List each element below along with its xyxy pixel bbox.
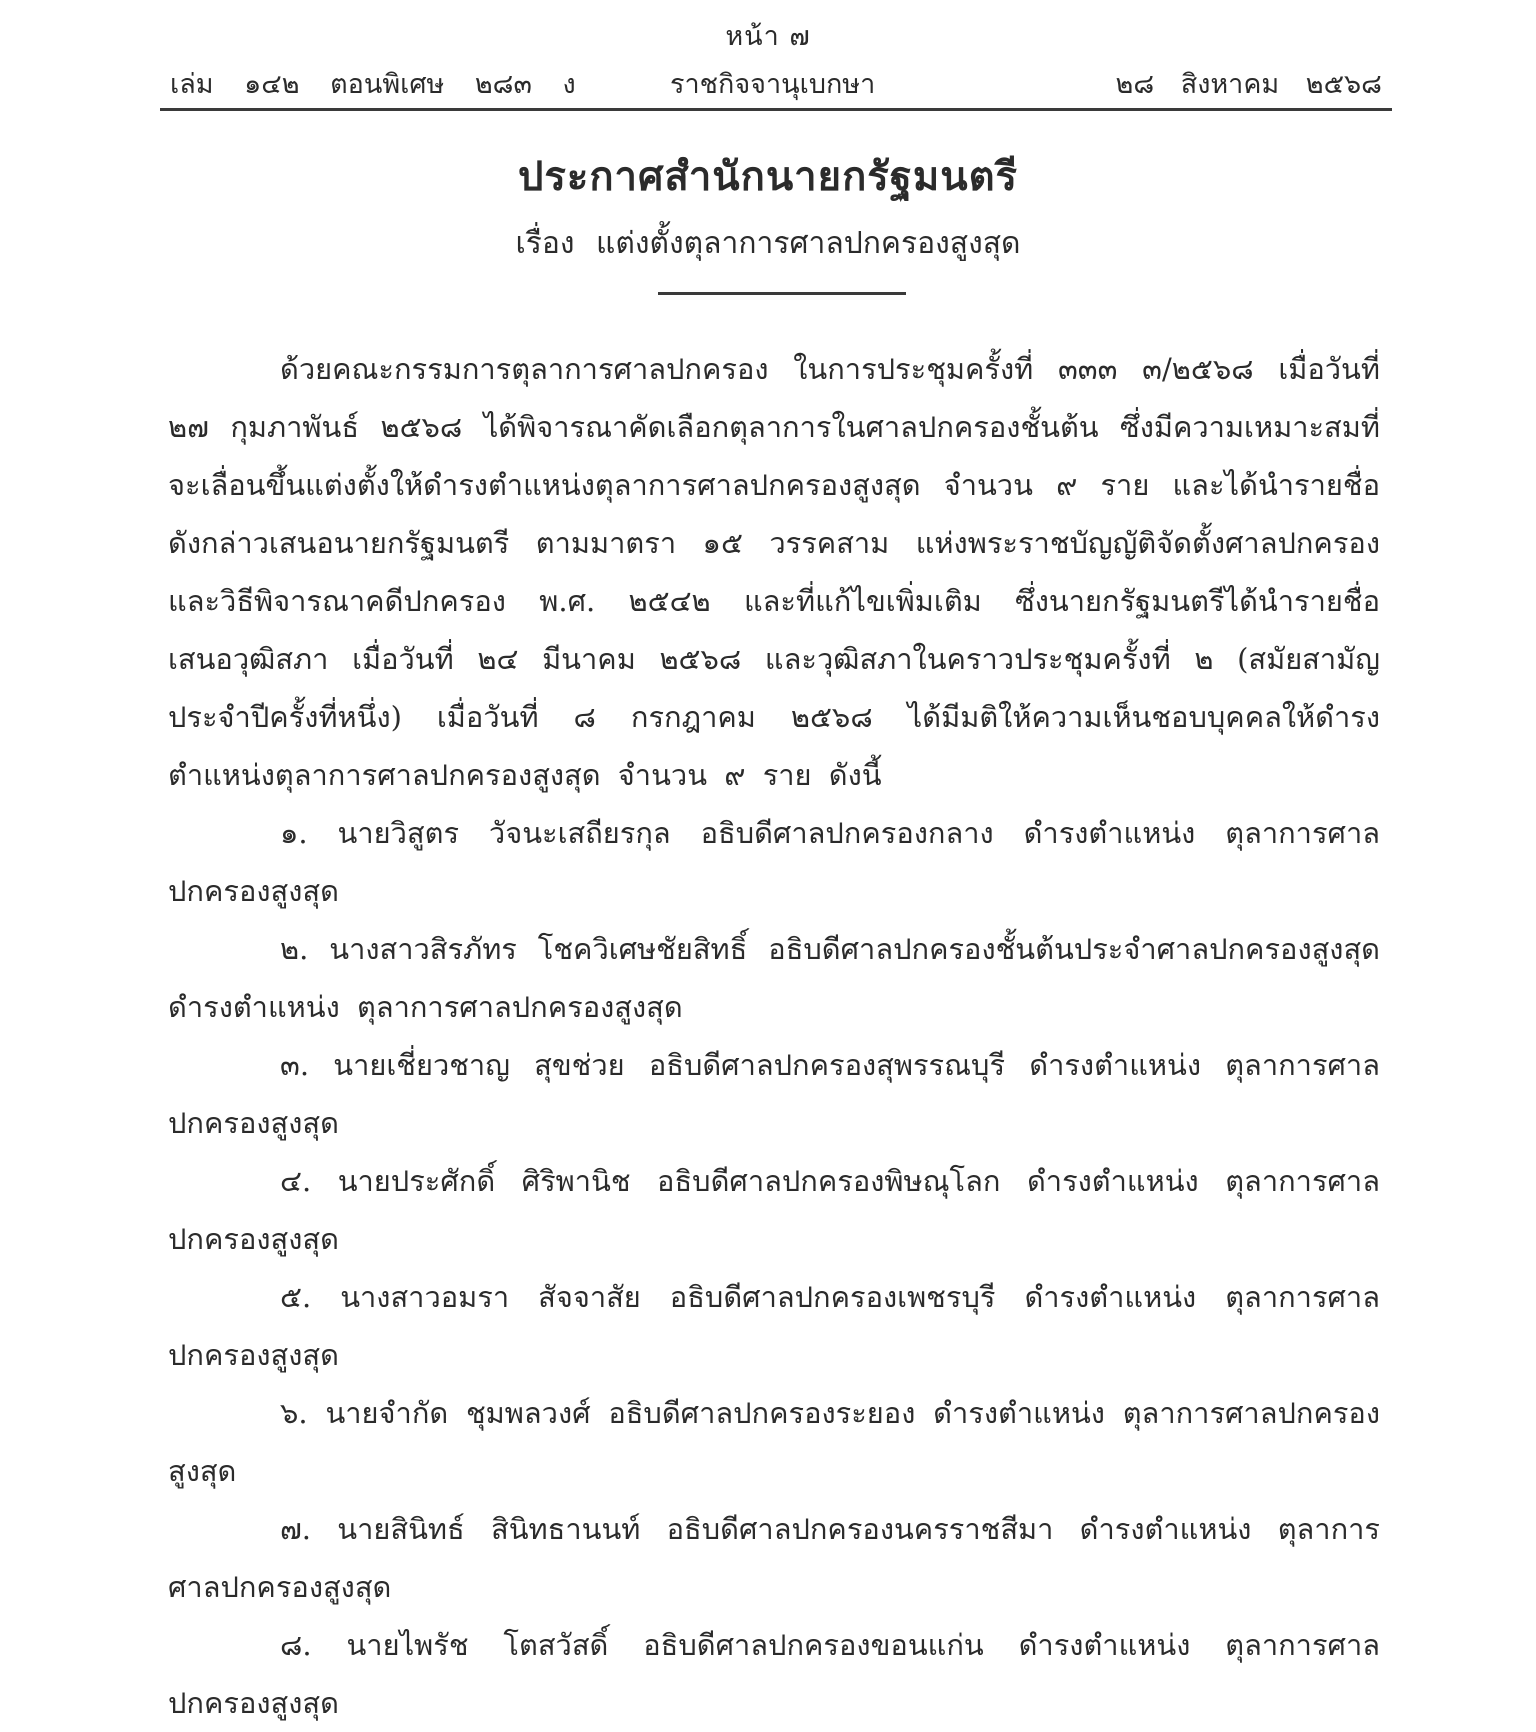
item-number: ๑. xyxy=(280,816,308,850)
item-number: ๒. xyxy=(280,932,309,966)
item-number: ๔. xyxy=(280,1164,312,1198)
announcement-body xyxy=(168,340,1380,1732)
item-text: นายไพรัช โตสวัสดิ์ อธิบดีศาลปกครองขอนแก่น ดำรงตำแหน่ง ตุลาการศาลปกครองสูงสุด xyxy=(168,1628,1381,1720)
intro-paragraph: ด้วยคณะกรรมการตุลาการศาลปกครอง ในการประชุมครั้งที่ ๓๓๓ ๓/๒๕๖๘ เมื่อวันที่ ๒๗ กุมภาพันธ์ ๒๕๖๘ ได้พิจารณาคัดเลือกตุลาการในศาลปกครองชั้นต้น ซึ่งมีความเหมาะสมที่จะเลื่อนขึ้นแต่งตั้งให้ดำรงตำแหน่งตุลาการศาลปกครองสูงสุด จำนวน ๙ ราย และได้นำรายชื่อดังกล่าวเสนอนายกรัฐมนตรี ตามมาตรา ๑๕ วรรคสาม แห่งพระราชบัญญัติจัดตั้งศาลปกครองและวิธีพิจารณาคดีปกครอง พ.ศ. ๒๕๔๒ และที่แก้ไขเพิ่มเติม ซึ่งนายกรัฐมนตรีได้นำรายชื่อเสนอวุฒิสภา เมื่อวันที่ ๒๔ มีนาคม ๒๕๖๘ และวุฒิสภาในคราวประชุมครั้งที่ ๒ (สมัยสามัญประจำปีครั้งที่หนึ่ง) เมื่อวันที่ ๘ กรกฎาคม ๒๕๖๘ ได้มีมติให้ความเห็นชอบบุคคลให้ดำรงตำแหน่งตุลาการศาลปกครองสูงสุด จำนวน ๙ ราย ดังนี้ xyxy=(168,352,1380,792)
item-number: ๕. xyxy=(280,1280,312,1314)
announcement-subject: เรื่อง แต่งตั้งตุลาการศาลปกครองสูงสุด xyxy=(515,226,1021,261)
volume-issue: เล่ม ๑๔๒ ตอนพิเศษ ๒๘๓ ง xyxy=(170,69,576,100)
item-number: ๘. xyxy=(280,1628,312,1662)
title-divider xyxy=(658,292,906,295)
list-item xyxy=(168,1036,1380,1152)
publication-name: ราชกิจจานุเบกษา xyxy=(670,69,876,100)
list-item xyxy=(168,804,1380,920)
item-text: นายสินิทธ์ สินิทธานนท์ อธิบดีศาลปกครองนครราชสีมา ดำรงตำแหน่ง ตุลาการศาลปกครองสูงสุด xyxy=(168,1512,1381,1604)
list-item xyxy=(168,1500,1380,1616)
list-item xyxy=(168,1152,1380,1268)
publication-date: ๒๘ สิงหาคม ๒๕๖๘ xyxy=(1115,69,1382,100)
item-text: นายจำกัด ชุมพลวงศ์ อธิบดีศาลปกครองระยอง ดำรงตำแหน่ง ตุลาการศาลปกครองสูงสุด xyxy=(168,1396,1381,1488)
announcement-title: ประกาศสำนักนายกรัฐมนตรี xyxy=(517,153,1019,200)
item-number: ๖. xyxy=(280,1396,308,1430)
item-text: นายวิสูตร วัจนะเสถียรกุล อธิบดีศาลปกครองกลาง ดำรงตำแหน่ง ตุลาการศาลปกครองสูงสุด xyxy=(168,816,1381,908)
item-number: ๗. xyxy=(280,1512,312,1546)
item-text: นายเชี่ยวชาญ สุขช่วย อธิบดีศาลปกครองสุพรรณบุรี ดำรงตำแหน่ง ตุลาการศาลปกครองสูงสุด xyxy=(168,1048,1380,1140)
list-item xyxy=(168,1384,1380,1500)
item-text: นางสาวสิรภัทร โชควิเศษชัยสิทธิ์ อธิบดีศาลปกครองชั้นต้นประจำศาลปกครองสูงสุด ดำรงตำแหน่ง ตุลาการศาลปกครองสูงสุด xyxy=(168,932,1380,1024)
header-divider xyxy=(160,108,1392,111)
list-item xyxy=(168,920,1380,1036)
page-number: หน้า ๗ xyxy=(725,21,811,52)
gazette-header xyxy=(160,62,1392,106)
item-number: ๓. xyxy=(280,1048,310,1082)
list-item xyxy=(168,1616,1380,1732)
list-item xyxy=(168,1268,1380,1384)
item-text: นางสาวอมรา สัจจาสัย อธิบดีศาลปกครองเพชรบุรี ดำรงตำแหน่ง ตุลาการศาลปกครองสูงสุด xyxy=(168,1280,1380,1372)
item-text: นายประศักดิ์ ศิริพานิช อธิบดีศาลปกครองพิษณุโลก ดำรงตำแหน่ง ตุลาการศาลปกครองสูงสุด xyxy=(168,1164,1380,1256)
